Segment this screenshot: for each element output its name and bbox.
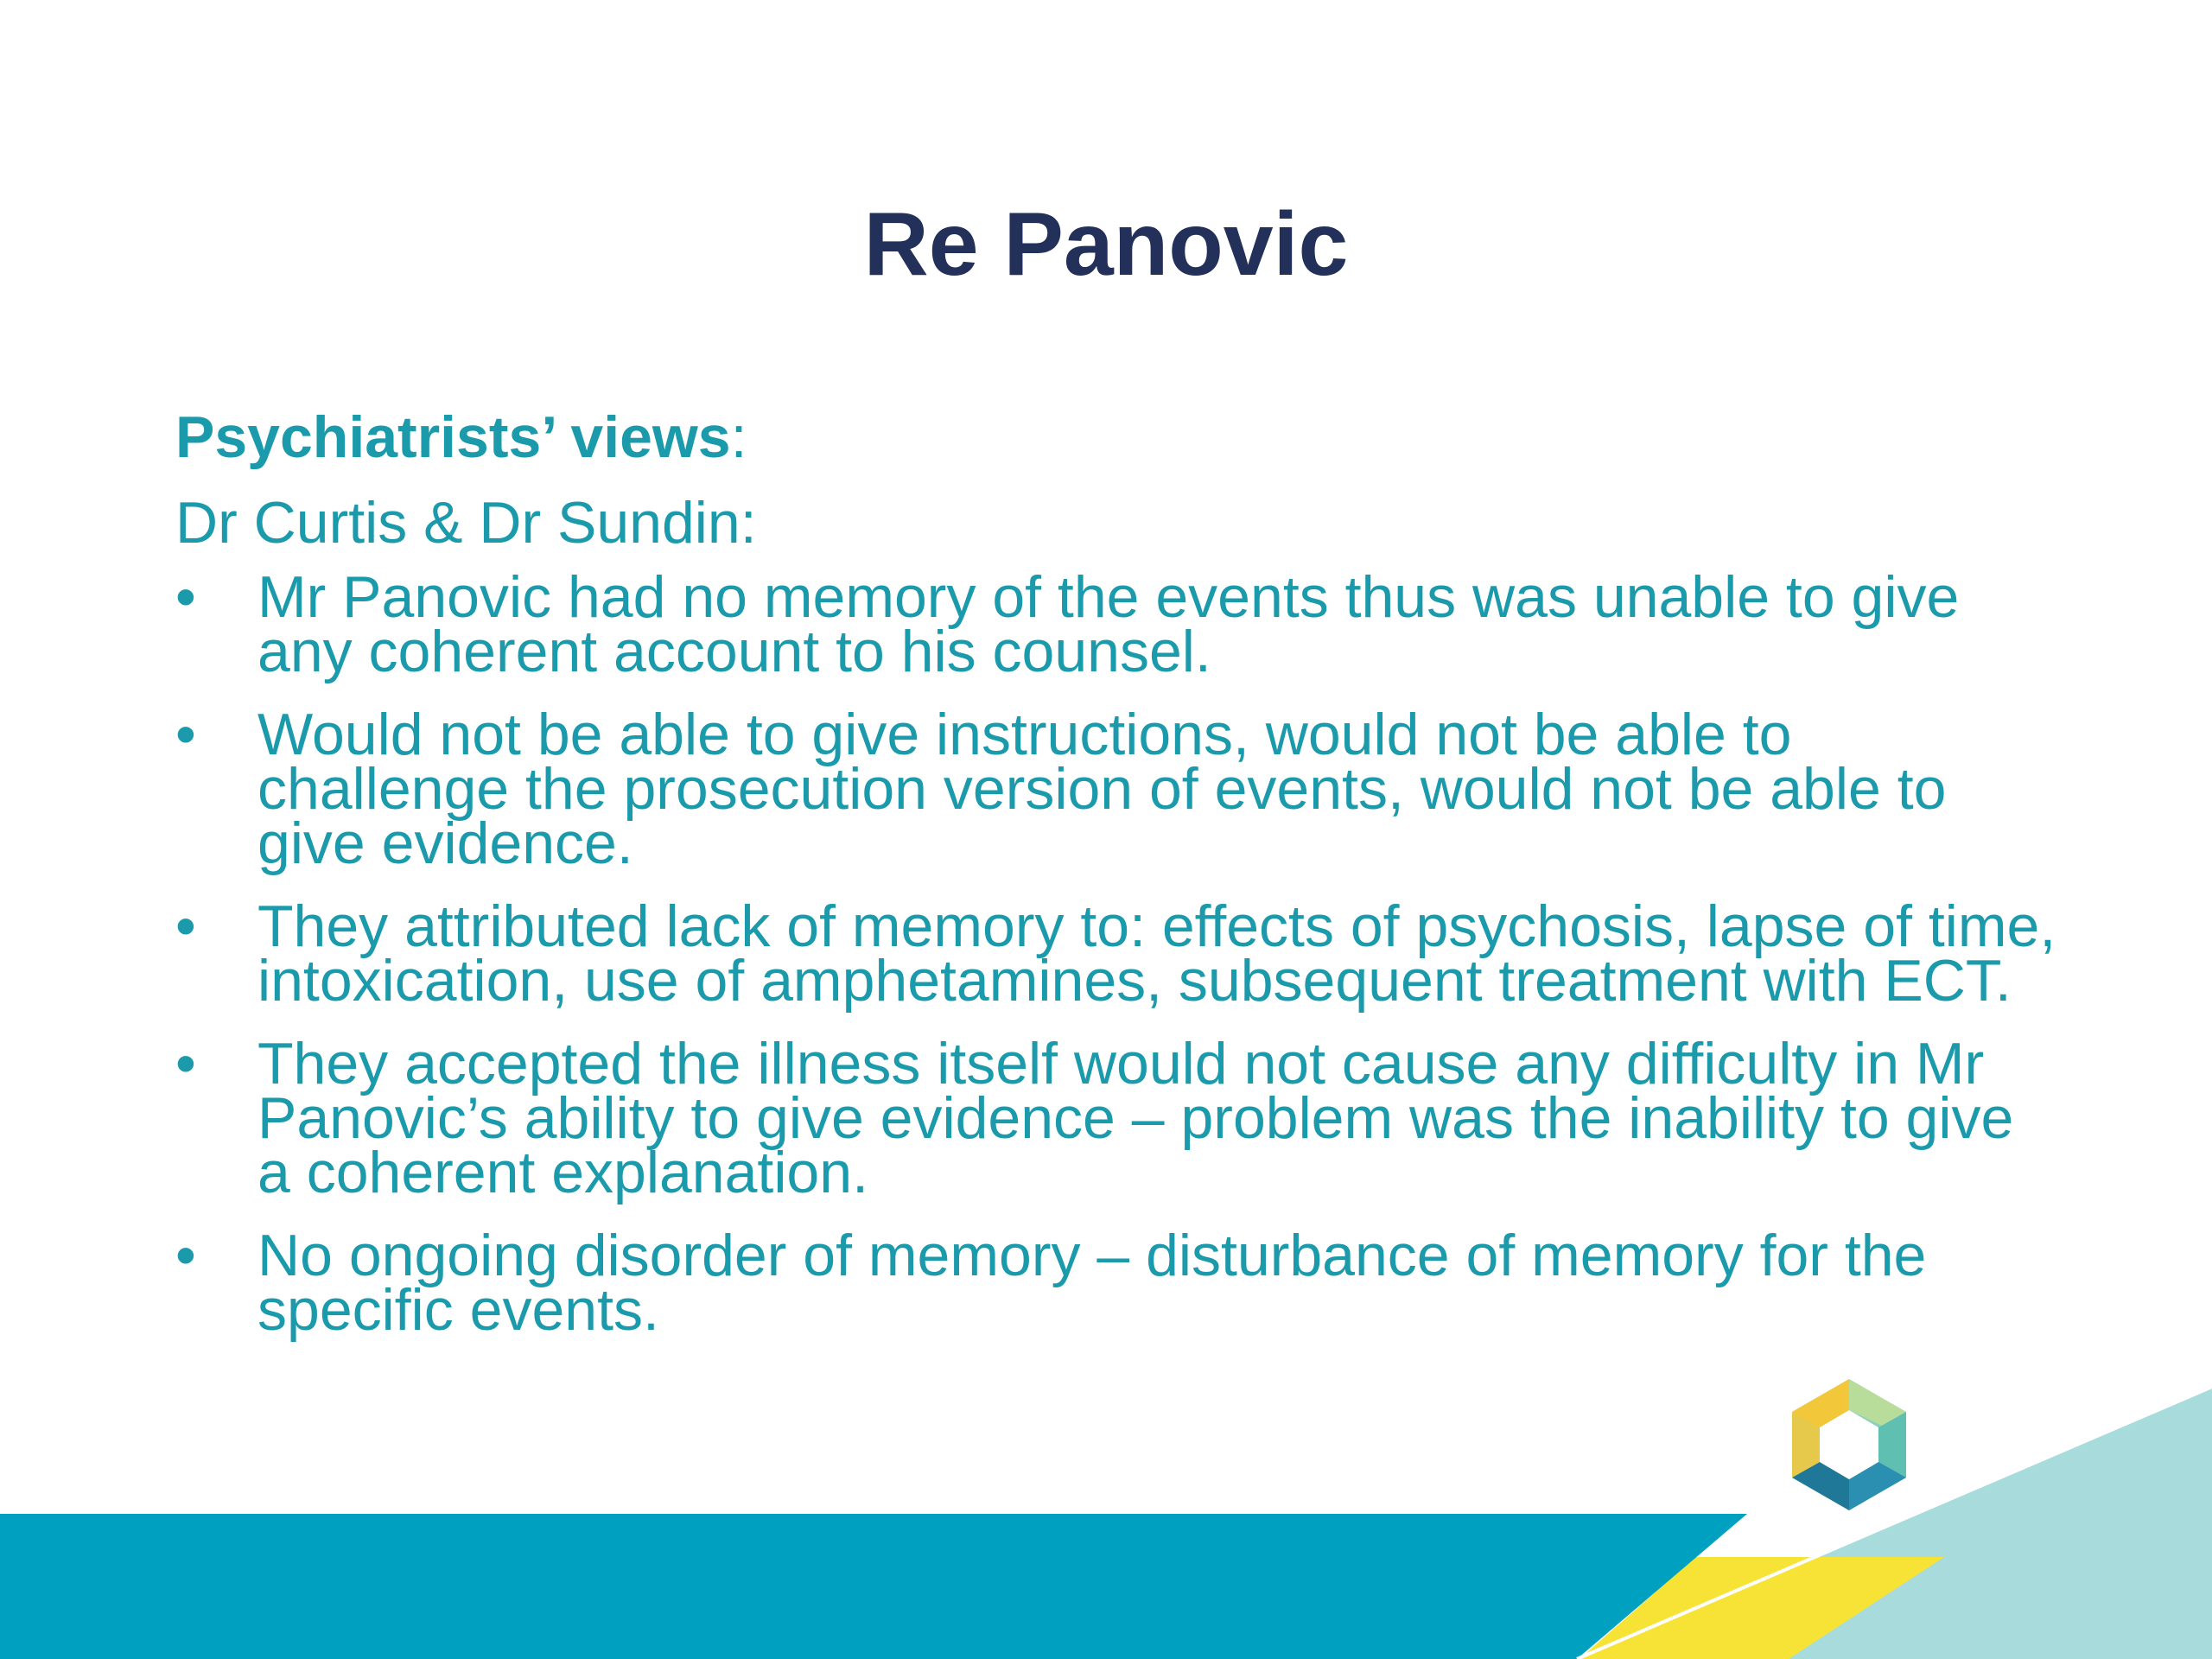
bullet-text: They accepted the illness itself would not cause any difficulty in Mr Panovic’s ability to give evidence – problem was the inability to give a coherent explanation. (257, 1031, 2014, 1205)
section-heading (175, 402, 2059, 473)
section-subheading: Dr Curtis & Dr Sundin: (175, 490, 757, 556)
slide-body (175, 402, 2059, 1366)
bullet-icon: • (175, 1031, 196, 1096)
bullet-text: Would not be able to give instructions, would not be able to challenge the prosecution version of events, would not be able to give evidence. (257, 702, 1947, 876)
bullet-icon: • (175, 702, 196, 767)
footer-band-teal (0, 1514, 1747, 1659)
list-item (175, 1223, 2059, 1343)
section-heading-bold: Psychiatrists’ views (175, 404, 731, 470)
bullet-text: Mr Panovic had no memory of the events thus was unable to give any coherent account to his counsel. (257, 564, 1960, 684)
bullet-text: They attributed lack of memory to: effects of psychosis, lapse of time, intoxication, use of amphetamines, subsequent treatment with ECT. (257, 893, 2056, 1014)
bullet-list (175, 564, 2059, 1343)
section-heading-suffix: : (730, 404, 747, 470)
bullet-icon: • (175, 564, 196, 630)
bullet-text: No ongoing disorder of memory – disturbance of memory for the specific events. (257, 1223, 1927, 1343)
slide-title: Re Panovic (863, 194, 1349, 295)
list-item (175, 1031, 2059, 1205)
bullet-icon: • (175, 1223, 196, 1288)
list-item (175, 893, 2059, 1014)
bullet-icon: • (175, 893, 196, 959)
hexagon-logo-icon (1792, 1379, 1906, 1510)
list-item (175, 564, 2059, 684)
list-item (175, 702, 2059, 876)
